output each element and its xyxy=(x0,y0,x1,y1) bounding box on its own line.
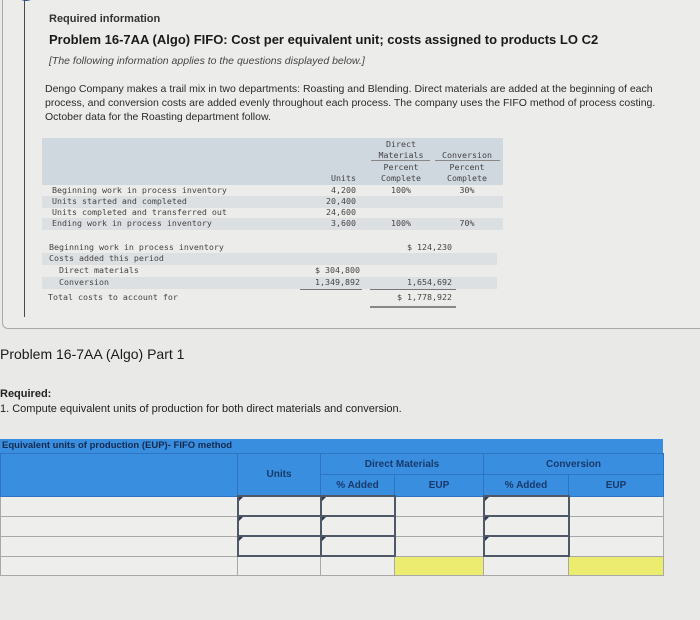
step-line xyxy=(24,0,25,317)
col-dm-top2: Materials xyxy=(378,150,424,160)
cv-pct-input[interactable] xyxy=(485,498,568,516)
cv-eup-cell xyxy=(569,516,664,536)
total-cv-eup-value xyxy=(569,557,663,576)
conv-cost-value: 1,349,892 xyxy=(315,277,360,287)
eup-row xyxy=(1,536,664,556)
dm-pct-input[interactable] xyxy=(322,518,394,536)
row-label: Units completed and transferred out xyxy=(52,207,227,217)
row-label-input[interactable] xyxy=(1,537,237,556)
cv-eup-value xyxy=(570,537,664,556)
required-item: 1. Compute equivalent units of production for both direct materials and conversion. xyxy=(0,403,402,415)
intro-text: Dengo Company makes a trail mix in two departments: Roasting and Blending. Direct materials are added at the beginning of each process, and conversion costs are added evenly throughout each process. The company uses the FIFO method of process costing. October data for the Roasting department follow. xyxy=(45,83,656,123)
units-input[interactable] xyxy=(239,538,320,556)
dm-group-header: Direct Materials xyxy=(321,454,484,475)
total-costs-value: $ 1,778,922 xyxy=(397,292,452,302)
dm-eup-cell xyxy=(395,536,484,556)
units-header: Units xyxy=(238,454,321,497)
row-units: 24,600 xyxy=(326,207,356,217)
total-costs-label: Total costs to account for xyxy=(48,292,178,302)
eup-row xyxy=(1,516,664,536)
row-label-cell[interactable] xyxy=(1,536,238,556)
row-units: 3,600 xyxy=(331,218,356,228)
sum-underline xyxy=(370,289,456,290)
dm-eup-header: EUP xyxy=(395,475,484,497)
label-header xyxy=(1,454,238,497)
applies-note: [The following information applies to the questions displayed below.] xyxy=(49,55,365,67)
total-dm-pct-cell xyxy=(321,556,395,576)
section-label: Required information xyxy=(49,13,161,25)
row-label-input[interactable] xyxy=(1,497,237,516)
cv-eup-header: EUP xyxy=(569,475,664,497)
cv-pct-cell[interactable] xyxy=(484,516,569,536)
total-units-cell xyxy=(238,556,321,576)
row-label: Beginning work in process inventory xyxy=(52,185,227,195)
row-label-cell[interactable] xyxy=(1,496,238,516)
cv-divider xyxy=(435,160,500,161)
cv-eup-value xyxy=(570,497,664,516)
dm-pct-cell[interactable] xyxy=(321,516,395,536)
cv-pct-added-header: % Added xyxy=(484,475,569,497)
row-label: Ending work in process inventory xyxy=(52,218,212,228)
col-cv-pct2: Complete xyxy=(447,173,487,183)
col-dm-pct1: Percent xyxy=(383,162,419,172)
eup-total-row xyxy=(1,556,664,576)
dm-eup-cell xyxy=(395,516,484,536)
row-units: 4,200 xyxy=(331,185,356,195)
cv-eup-cell xyxy=(569,496,664,516)
cv-group-header: Conversion xyxy=(484,454,664,475)
total-dm-eup-value xyxy=(395,557,483,576)
cv-pct-input[interactable] xyxy=(485,518,568,536)
beginning-wip-cost-value: $ 124,230 xyxy=(407,242,452,252)
added-total-value: 1,654,692 xyxy=(407,277,452,287)
cv-eup-value xyxy=(570,517,664,536)
dm-cost-label: Direct materials xyxy=(59,265,139,275)
col-dm-pct2: Complete xyxy=(381,173,421,183)
dm-eup-value xyxy=(396,517,483,536)
units-cell[interactable] xyxy=(238,516,321,536)
conv-cost-label: Conversion xyxy=(59,277,109,287)
dm-pct-input[interactable] xyxy=(322,538,394,556)
total-double-underline xyxy=(370,306,456,308)
total-label-cell xyxy=(1,556,238,576)
dm-eup-value xyxy=(396,497,483,516)
total-cv-eup-cell xyxy=(569,556,664,576)
cv-pct-cell[interactable] xyxy=(484,496,569,516)
row-cv-pct: 70% xyxy=(459,218,475,228)
problem-title: Problem 16-7AA (Algo) FIFO: Cost per equivalent unit; costs assigned to products LO C2 xyxy=(49,32,599,47)
dm-pct-cell[interactable] xyxy=(321,536,395,556)
units-cell[interactable] xyxy=(238,536,321,556)
dm-divider xyxy=(371,160,430,161)
dm-cost-value: $ 304,800 xyxy=(315,265,360,275)
units-input[interactable] xyxy=(239,498,320,516)
col-dm-top1: Direct xyxy=(386,139,416,149)
step-indicator-icon xyxy=(15,0,37,1)
row-units: 20,400 xyxy=(326,196,356,206)
part-title: Problem 16-7AA (Algo) Part 1 xyxy=(0,346,185,362)
beginning-wip-cost-label: Beginning work in process inventory xyxy=(49,242,224,252)
cv-pct-cell[interactable] xyxy=(484,536,569,556)
dm-eup-value xyxy=(396,537,483,556)
costs-added-label: Costs added this period xyxy=(49,253,164,263)
dm-pct-cell[interactable] xyxy=(321,496,395,516)
required-label: Required: xyxy=(0,388,52,400)
row-label: Units started and completed xyxy=(52,196,187,206)
dm-eup-cell xyxy=(395,496,484,516)
eup-table xyxy=(0,453,664,576)
units-input[interactable] xyxy=(239,518,320,536)
row-cv-pct: 30% xyxy=(459,185,475,195)
cv-eup-cell xyxy=(569,536,664,556)
col-units: Units xyxy=(331,173,356,183)
total-cv-pct-cell xyxy=(484,556,569,576)
units-cell[interactable] xyxy=(238,496,321,516)
sum-underline xyxy=(300,289,362,290)
row-dm-pct: 100% xyxy=(391,185,411,195)
cv-pct-input[interactable] xyxy=(485,538,568,556)
total-dm-eup-cell xyxy=(395,556,484,576)
col-cv-pct1: Percent xyxy=(449,162,485,172)
dm-pct-added-header: % Added xyxy=(321,475,395,497)
col-cv-top: Conversion xyxy=(442,150,492,160)
eup-table-title: Equivalent units of production (EUP)- FIFO method xyxy=(2,440,233,451)
dm-pct-input[interactable] xyxy=(322,498,394,516)
row-label-cell[interactable] xyxy=(1,516,238,536)
eup-row xyxy=(1,496,664,516)
row-dm-pct: 100% xyxy=(391,218,411,228)
row-label-input[interactable] xyxy=(1,517,237,536)
